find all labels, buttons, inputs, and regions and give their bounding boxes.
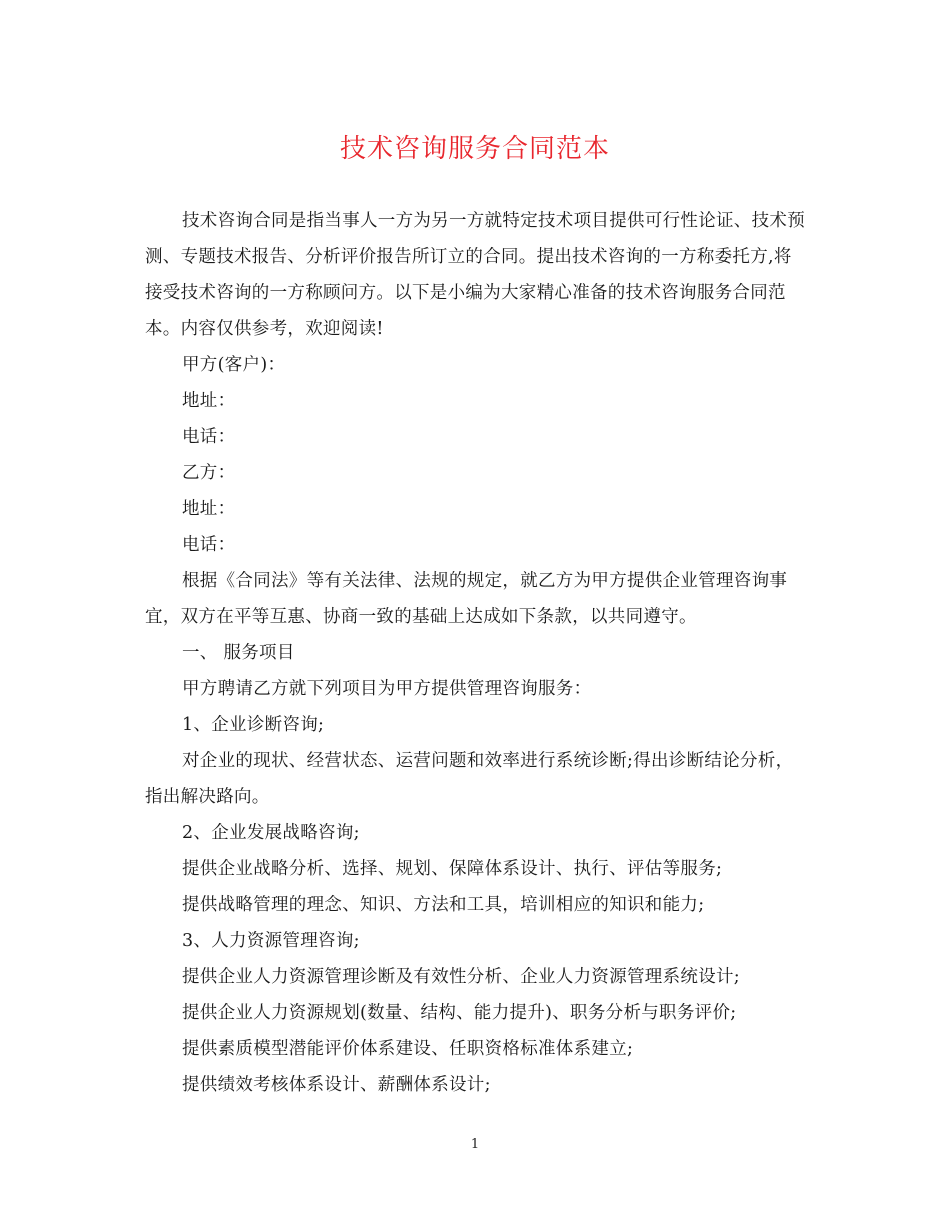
item-detail: 提供战略管理的理念、知识、方法和工具，培训相应的知识和能力; <box>182 895 705 915</box>
party-b-phone: 电话： <box>182 535 236 555</box>
item-heading: 3、人力资源管理咨询; <box>182 931 360 951</box>
party-b-label: 乙方： <box>182 463 236 483</box>
item-detail: 提供企业人力资源规划(数量、结构、能力提升)、职务分析与职务评价; <box>182 1003 737 1023</box>
party-b-address: 地址： <box>182 499 236 519</box>
basis-paragraph: 根据《合同法》等有关法律、法规的规定，就乙方为甲方提供企业管理咨询事宜，双方在平等互惠、协商一致的基础上达成如下条款，以共同遵守。 <box>145 571 788 627</box>
item-detail: 提供企业战略分析、选择、规划、保障体系设计、执行、评估等服务; <box>182 859 723 879</box>
page-number: 1 <box>470 1137 480 1152</box>
party-a-address: 地址： <box>182 391 236 411</box>
item-heading: 2、企业发展战略咨询; <box>182 823 360 843</box>
item-detail: 提供素质模型潜能评价体系建设、任职资格标准体系建立; <box>182 1039 634 1059</box>
intro-paragraph: 技术咨询合同是指当事人一方为另一方就特定技术项目提供可行性论证、技术预测、专题技术报告、分析评价报告所订立的合同。提出技术咨询的一方称委托方,将接受技术咨询的一方称顾问方。以下是小编为大家精心准备的技术咨询服务合同范本。内容仅供参考，欢迎阅读! <box>145 211 805 339</box>
party-a-label: 甲方(客户)： <box>182 355 286 375</box>
section-heading: 一、 服务项目 <box>182 643 295 663</box>
item-heading: 1、企业诊断咨询; <box>182 715 325 735</box>
party-a-phone: 电话： <box>182 427 236 447</box>
item-detail: 提供绩效考核体系设计、薪酬体系设计; <box>182 1075 491 1095</box>
item-detail: 对企业的现状、经营状态、运营问题和效率进行系统诊断;得出诊断结论分析，指出解决路向。 <box>145 751 794 807</box>
item-detail: 提供企业人力资源管理诊断及有效性分析、企业人力资源管理系统设计; <box>182 967 740 987</box>
document-title: 技术咨询服务合同范本 <box>339 134 610 164</box>
section-intro: 甲方聘请乙方就下列项目为甲方提供管理咨询服务： <box>182 679 592 699</box>
document-body <box>145 203 805 1103</box>
